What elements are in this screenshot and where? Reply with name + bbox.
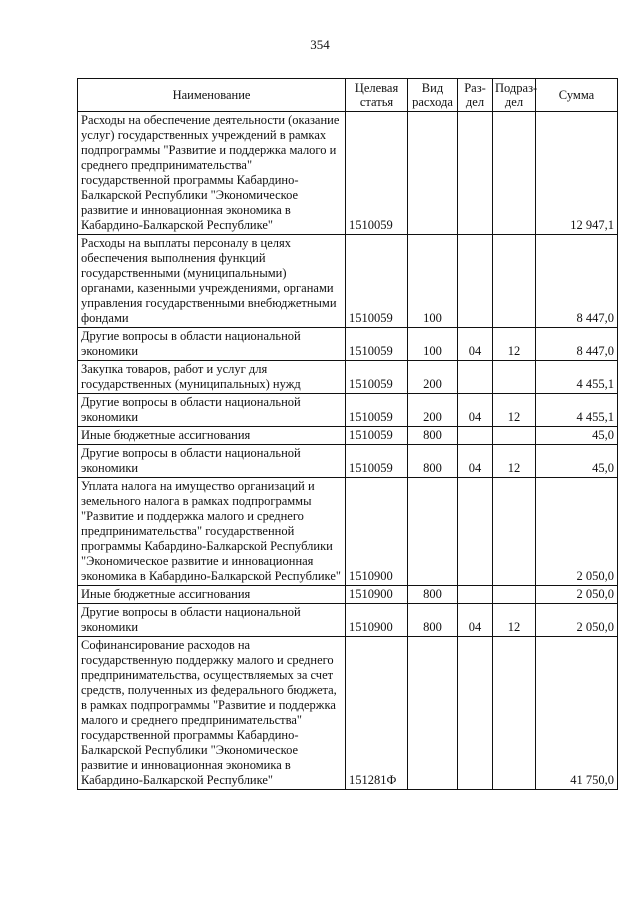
table-header-row	[78, 79, 618, 112]
row-sum: 2 050,0	[536, 604, 618, 637]
row-kind	[408, 112, 458, 235]
row-subsection: 12	[493, 604, 536, 637]
table-row	[78, 478, 618, 586]
row-sum: 4 455,1	[536, 361, 618, 394]
row-subsection	[493, 478, 536, 586]
row-section	[458, 235, 493, 328]
page-number: 354	[310, 37, 330, 52]
row-subsection	[493, 427, 536, 445]
header-target: Целевая статья	[346, 79, 408, 112]
row-sum: 2 050,0	[536, 478, 618, 586]
row-kind: 200	[408, 361, 458, 394]
table-row	[78, 112, 618, 235]
row-kind: 800	[408, 604, 458, 637]
row-kind: 100	[408, 328, 458, 361]
row-section: 04	[458, 328, 493, 361]
row-subsection: 12	[493, 394, 536, 427]
row-subsection	[493, 112, 536, 235]
table-row	[78, 586, 618, 604]
row-target: 151281Ф	[346, 637, 408, 790]
table-row	[78, 361, 618, 394]
row-subsection	[493, 235, 536, 328]
row-section	[458, 361, 493, 394]
row-sum: 45,0	[536, 427, 618, 445]
row-section: 04	[458, 445, 493, 478]
header-sum: Сумма	[536, 79, 618, 112]
row-target: 1510059	[346, 328, 408, 361]
header-kind: Вид расхода	[408, 79, 458, 112]
row-subsection	[493, 361, 536, 394]
row-kind: 100	[408, 235, 458, 328]
table-row	[78, 394, 618, 427]
budget-table	[77, 78, 618, 790]
row-subsection	[493, 586, 536, 604]
row-name: Иные бюджетные ассигнования	[78, 586, 346, 604]
row-sum: 8 447,0	[536, 235, 618, 328]
row-subsection	[493, 637, 536, 790]
row-sum: 12 947,1	[536, 112, 618, 235]
table-row	[78, 235, 618, 328]
row-name: Расходы на выплаты персоналу в целях обеспечения выполнения функций государственными (муниципальными) органами, казенными учреждениями, органами управления государственными внебюджетными фондами	[78, 235, 346, 328]
table-row	[78, 427, 618, 445]
row-kind: 800	[408, 445, 458, 478]
row-section: 04	[458, 604, 493, 637]
table-row	[78, 328, 618, 361]
table-row	[78, 604, 618, 637]
row-target: 1510059	[346, 445, 408, 478]
row-section	[458, 586, 493, 604]
header-name: Наименование	[78, 79, 346, 112]
row-kind	[408, 478, 458, 586]
row-target: 1510059	[346, 235, 408, 328]
row-name: Другие вопросы в области национальной экономики	[78, 394, 346, 427]
row-subsection: 12	[493, 328, 536, 361]
row-kind: 800	[408, 586, 458, 604]
row-name: Иные бюджетные ассигнования	[78, 427, 346, 445]
row-section	[458, 112, 493, 235]
table-row	[78, 445, 618, 478]
row-target: 1510059	[346, 361, 408, 394]
row-sum: 45,0	[536, 445, 618, 478]
row-target: 1510059	[346, 112, 408, 235]
row-name: Уплата налога на имущество организаций и земельного налога в рамках подпрограммы "Развитие и поддержка малого и среднего предпринимательства" государственной программы Кабардино-Балкарской Республики "Экономическое развитие и инновационная экономика в Кабардино-Балкарской Республике"	[78, 478, 346, 586]
row-kind: 800	[408, 427, 458, 445]
header-section: Раз-дел	[458, 79, 493, 112]
row-sum: 41 750,0	[536, 637, 618, 790]
row-target: 1510059	[346, 394, 408, 427]
row-section	[458, 478, 493, 586]
row-name: Закупка товаров, работ и услуг для государственных (муниципальных) нужд	[78, 361, 346, 394]
row-name: Расходы на обеспечение деятельности (оказание услуг) государственных учреждений в рамках подпрограммы "Развитие и поддержка малого и среднего предпринимательства" государственной программы Кабардино-Балкарской Республики "Экономическое развитие и инновационная экономика в Кабардино-Балкарской Республике"	[78, 112, 346, 235]
table-row	[78, 637, 618, 790]
row-target: 1510059	[346, 427, 408, 445]
row-section	[458, 427, 493, 445]
row-sum: 8 447,0	[536, 328, 618, 361]
row-section	[458, 637, 493, 790]
row-sum: 4 455,1	[536, 394, 618, 427]
header-subsection: Подраз-дел	[493, 79, 536, 112]
row-sum: 2 050,0	[536, 586, 618, 604]
row-kind: 200	[408, 394, 458, 427]
row-target: 1510900	[346, 604, 408, 637]
row-section: 04	[458, 394, 493, 427]
row-target: 1510900	[346, 586, 408, 604]
row-subsection: 12	[493, 445, 536, 478]
row-name: Другие вопросы в области национальной экономики	[78, 604, 346, 637]
row-name: Софинансирование расходов на государственную поддержку малого и среднего предпринимательства, осуществляемых за счет средств, полученных из федерального бюджета, в рамках подпрограммы "Развитие и поддержка малого и среднего предпринимательства" государственной программы Кабардино-Балкарской Республики "Экономическое развитие и инновационная экономика в Кабардино-Балкарской Республике"	[78, 637, 346, 790]
row-target: 1510900	[346, 478, 408, 586]
row-name: Другие вопросы в области национальной экономики	[78, 328, 346, 361]
row-kind	[408, 637, 458, 790]
row-name: Другие вопросы в области национальной экономики	[78, 445, 346, 478]
